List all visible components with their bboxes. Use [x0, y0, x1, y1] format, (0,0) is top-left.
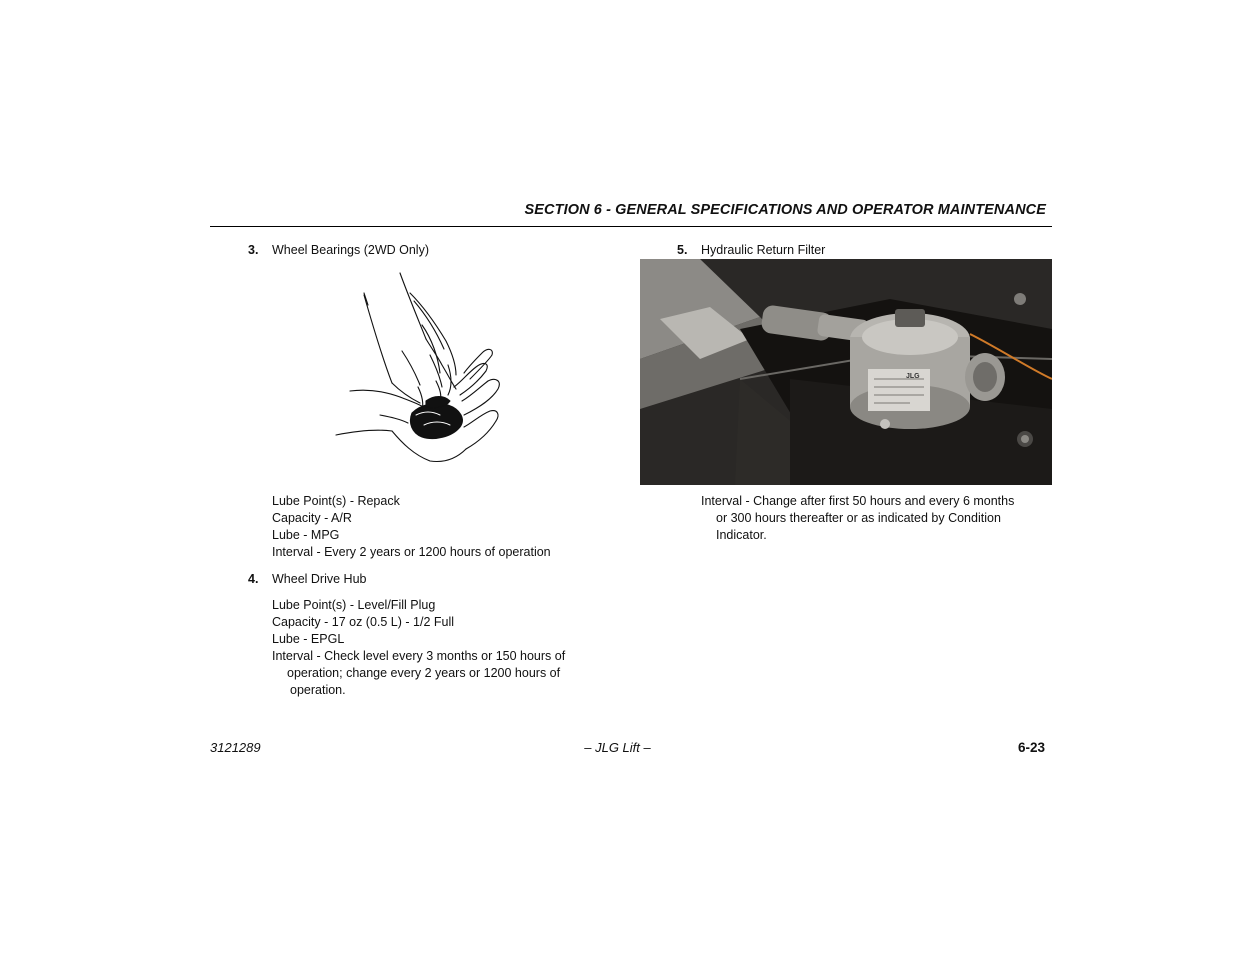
detail-line: operation. [290, 683, 346, 697]
detail-line: Interval - Change after first 50 hours and every 6 months [701, 494, 1015, 508]
step-5-number: 5. [677, 243, 688, 257]
detail-line: Lube - MPG [272, 528, 340, 542]
step-4-title: Wheel Drive Hub [272, 572, 367, 586]
detail-line: Lube - EPGL [272, 632, 345, 646]
footer-center-text: – JLG Lift – [584, 740, 651, 755]
detail-line: Capacity - A/R [272, 511, 352, 525]
step-5-title: Hydraulic Return Filter [701, 243, 826, 257]
detail-line: Interval - Check level every 3 months or 150 hours of [272, 649, 566, 663]
detail-line: Capacity - 17 oz (0.5 L) - 1/2 Full [272, 615, 455, 629]
header-rule [210, 226, 1052, 227]
step-4-details [272, 597, 565, 699]
detail-line: Lube Point(s) - Level/Fill Plug [272, 598, 436, 612]
detail-line: Indicator. [716, 528, 767, 542]
footer-doc-number: 3121289 [210, 740, 261, 755]
hydraulic-return-filter-photo [640, 259, 1052, 485]
detail-line: or 300 hours thereafter or as indicated by Condition [716, 511, 1001, 525]
section-header-title: SECTION 6 - GENERAL SPECIFICATIONS AND OPERATOR MAINTENANCE [524, 202, 1046, 218]
detail-line: operation; change every 2 years or 1200 hours of [287, 666, 561, 680]
step-3-number: 3. [248, 243, 259, 257]
detail-line: Lube Point(s) - Repack [272, 494, 400, 508]
hand-packing-bearing-illustration [330, 265, 505, 465]
detail-line: Interval - Every 2 years or 1200 hours of operation [272, 545, 551, 559]
step-5-details [701, 493, 1014, 544]
footer-page-number: 6-23 [1017, 740, 1045, 755]
step-3-title: Wheel Bearings (2WD Only) [272, 243, 429, 257]
jlg-brand-mark: JLG [906, 373, 920, 380]
step-4-number: 4. [248, 572, 259, 586]
step-3-details [272, 493, 551, 561]
